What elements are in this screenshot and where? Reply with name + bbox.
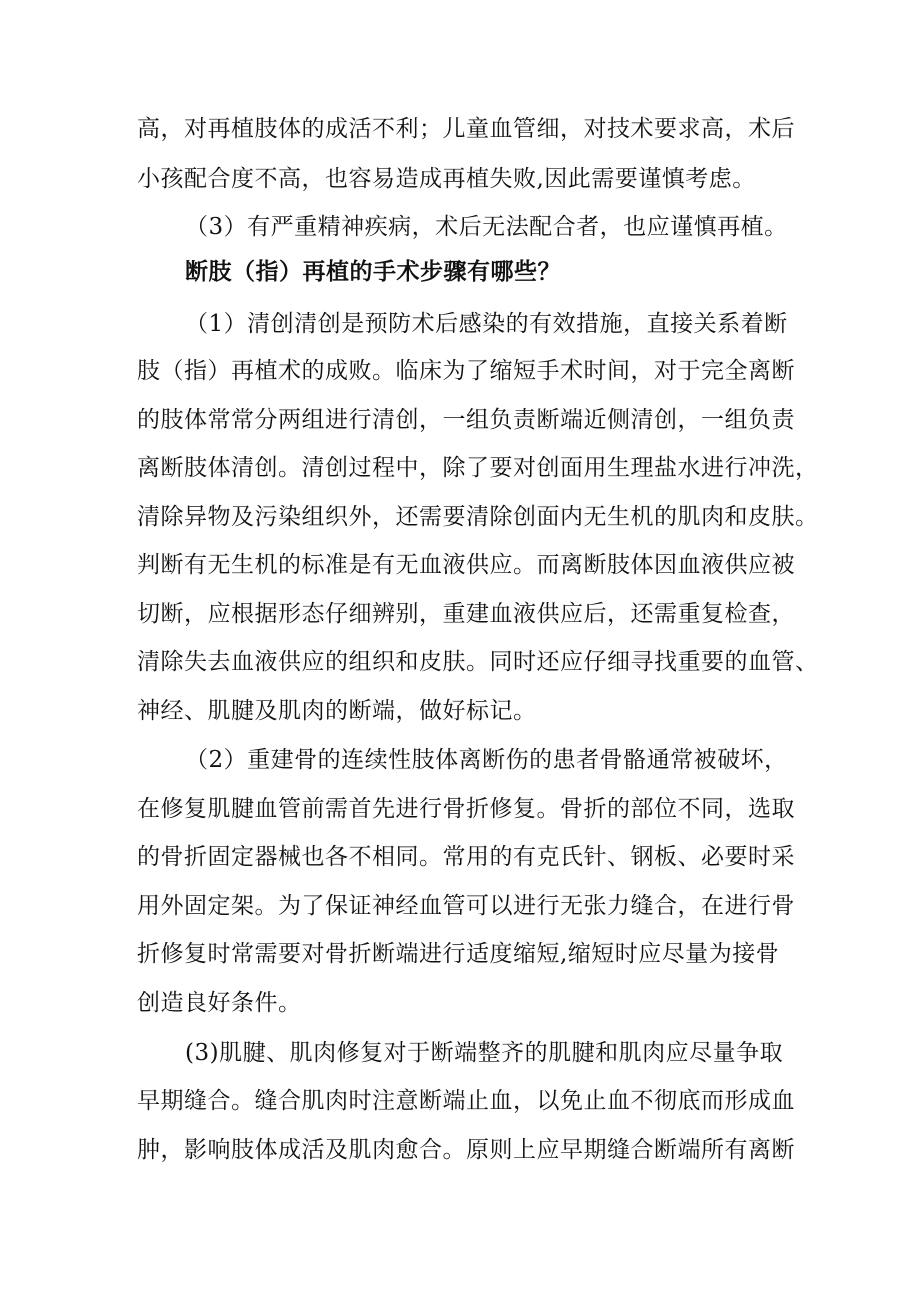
- text-line: （2）重建骨的连续性肢体离断伤的患者骨骼通常被破坏，: [185, 747, 788, 773]
- text-line: 判断有无生机的标准是有无血液供应。而离断肢体因血液供应被: [137, 552, 795, 578]
- text-line: 的骨折固定器械也各不相同。常用的有克氏针、钢板、必要时采: [137, 844, 795, 870]
- text-line: 切断，应根据形态仔细辨别，重建血液供应后，还需重复检查，: [137, 601, 795, 627]
- text-line: 神经、肌腱及肌肉的断端，做好标记。: [137, 698, 537, 724]
- text-line: （1）清创清创是预防术后感染的有效措施，直接关系着断: [185, 311, 788, 337]
- text-line: （3）有严重精神疾病，术后无法配合者，也应谨慎再植。: [185, 214, 788, 240]
- text-line: 用外固定架。为了保证神经血管可以进行无张力缝合，在进行骨: [137, 893, 795, 919]
- section-heading: 断肢（指）再植的手术步骤有哪些？: [185, 258, 561, 285]
- text-line: 的肢体常常分两组进行清创，一组负责断端近侧清创，一组负责: [137, 407, 795, 433]
- text-line: 创造良好条件。: [137, 990, 302, 1016]
- text-line: 清除异物及污染组织外，还需要清除创面内无生机的肌肉和皮肤。: [137, 504, 819, 530]
- text-line: 早期缝合。缝合肌肉时注意断端止血，以免止血不彻底而形成血: [137, 1088, 795, 1114]
- text-line: 在修复肌腱血管前需首先进行骨折修复。骨折的部位不同，选取: [137, 796, 795, 822]
- text-line: 小孩配合度不高，也容易造成再植失败,因此需要谨慎考虑。: [137, 166, 756, 192]
- text-line: 清除失去血液供应的组织和皮肤。同时还应仔细寻找重要的血管、: [137, 649, 819, 675]
- text-line: 肿，影响肢体成活及肌肉愈合。原则上应早期缝合断端所有离断: [137, 1137, 795, 1163]
- text-line: 离断肢体清创。清创过程中，除了要对创面用生理盐水进行冲洗，: [137, 455, 819, 481]
- text-line: 高，对再植肢体的成活不利；儿童血管细，对技术要求高，术后: [137, 116, 795, 142]
- text-line: (3)肌腱、肌肉修复对于断端整齐的肌腱和肌肉应尽量争取: [185, 1040, 784, 1066]
- text-line: 肢（指）再植术的成败。临床为了缩短手术时间，对于完全离断: [137, 358, 795, 384]
- text-line: 折修复时常需要对骨折断端进行适度缩短,缩短时应尽量为接骨: [137, 941, 780, 967]
